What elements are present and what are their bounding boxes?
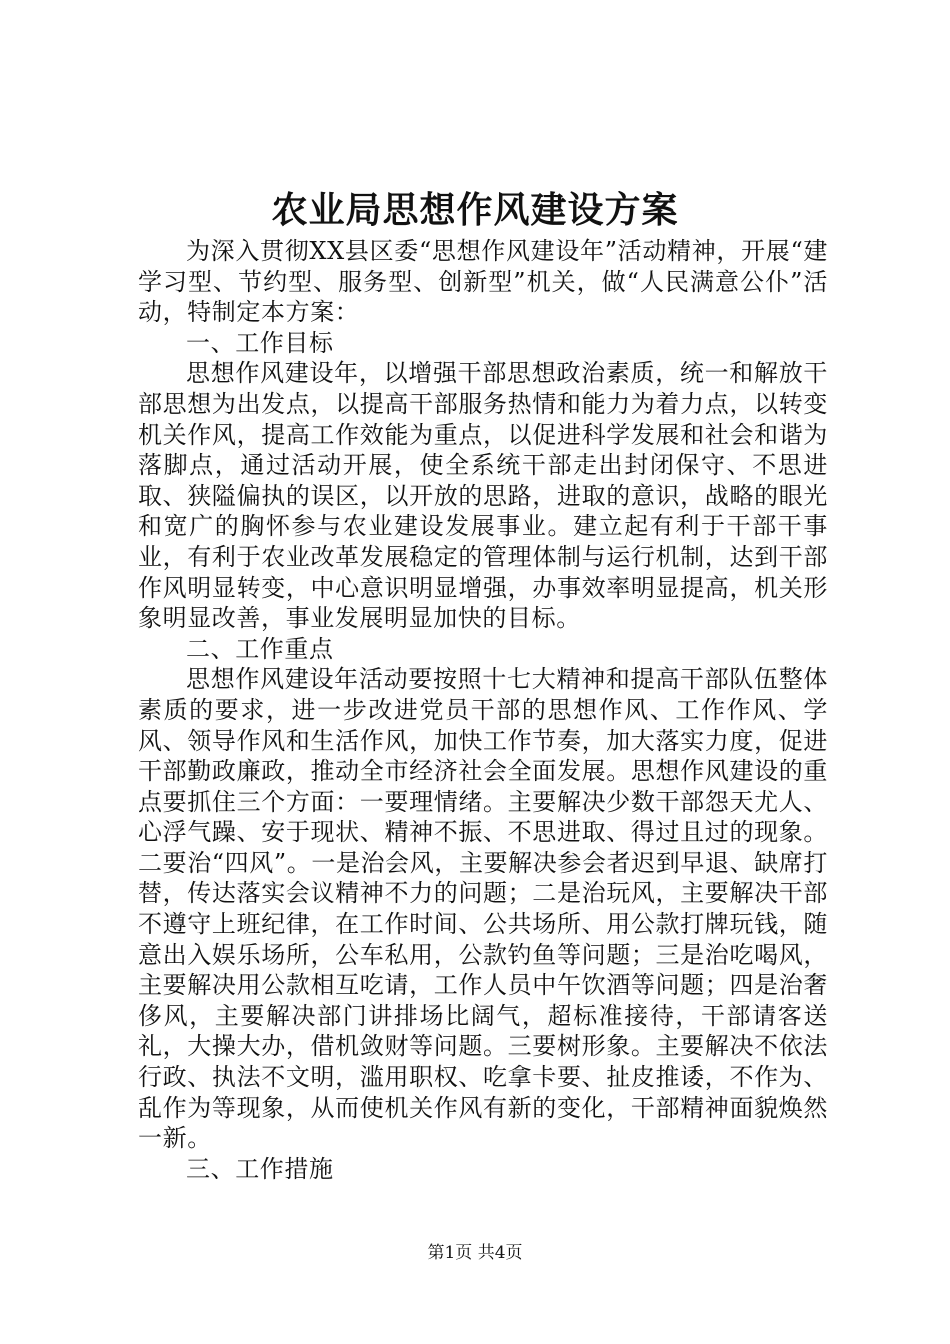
document-body bbox=[138, 236, 828, 1184]
page-number-footer: 第1页 共4页 bbox=[427, 1243, 523, 1263]
intro-paragraph: 为深入贯彻XX县区委“思想作风建设年”活动精神，开展“建学习型、节约型、服务型、创新型”机关，做“人民满意公仆”活动，特制定本方案： bbox=[138, 237, 828, 327]
focus-paragraph: 思想作风建设年活动要按照十七大精神和提高干部队伍整体素质的要求，进一步改进党员干部的思想作风、工作作风、学风、领导作风和生活作风，加快工作节奏，加大落实力度，促进干部勤政廉政，推动全市经济社会全面发展。思想作风建设的重点要抓住三个方面：一要理情绪。主要解决少数干部怨天尤人、心浮气躁、安于现状、精神不振、不思进取、得过且过的现象。二要治“四风”。一是治会风，主要解决参会者迟到早退、缺席打替，传达落实会议精神不力的问题；二是治玩风，主要解决干部不遵守上班纪律，在工作时间、公共场所、用公款打牌玩钱，随意出入娱乐场所，公车私用，公款钓鱼等问题；三是治吃喝风，主要解决用公款相互吃请，工作人员中午饮酒等问题；四是治奢侈风，主要解决部门讲排场比阔气，超标准接待，干部请客送礼，大操大办，借机敛财等问题。三要树形象。主要解决不依法行政、执法不文明，滥用职权、吃拿卡要、扯皮推诿，不作为、乱作为等现象，从而使机关作风有新的变化，干部精神面貌焕然一新。 bbox=[138, 665, 828, 1153]
section-heading-focus: 二、工作重点 bbox=[186, 634, 334, 663]
document-title: 农业局思想作风建设方案 bbox=[271, 189, 679, 231]
section-heading-goals: 一、工作目标 bbox=[186, 328, 334, 357]
section-heading-measures: 三、工作措施 bbox=[186, 1154, 334, 1183]
goals-paragraph: 思想作风建设年，以增强干部思想政治素质，统一和解放干部思想为出发点，以提高干部服务热情和能力为着力点，以转变机关作风，提高工作效能为重点，以促进科学发展和社会和谐为落脚点，通过活动开展，使全系统干部走出封闭保守、不思进取、狭隘偏执的误区，以开放的思路，进取的意识，战略的眼光和宽广的胸怀参与农业建设发展事业。建立起有利于干部干事业，有利于农业改革发展稳定的管理体制与运行机制，达到干部作风明显转变，中心意识明显增强，办事效率明显提高，机关形象明显改善，事业发展明显加快的目标。 bbox=[138, 359, 828, 633]
